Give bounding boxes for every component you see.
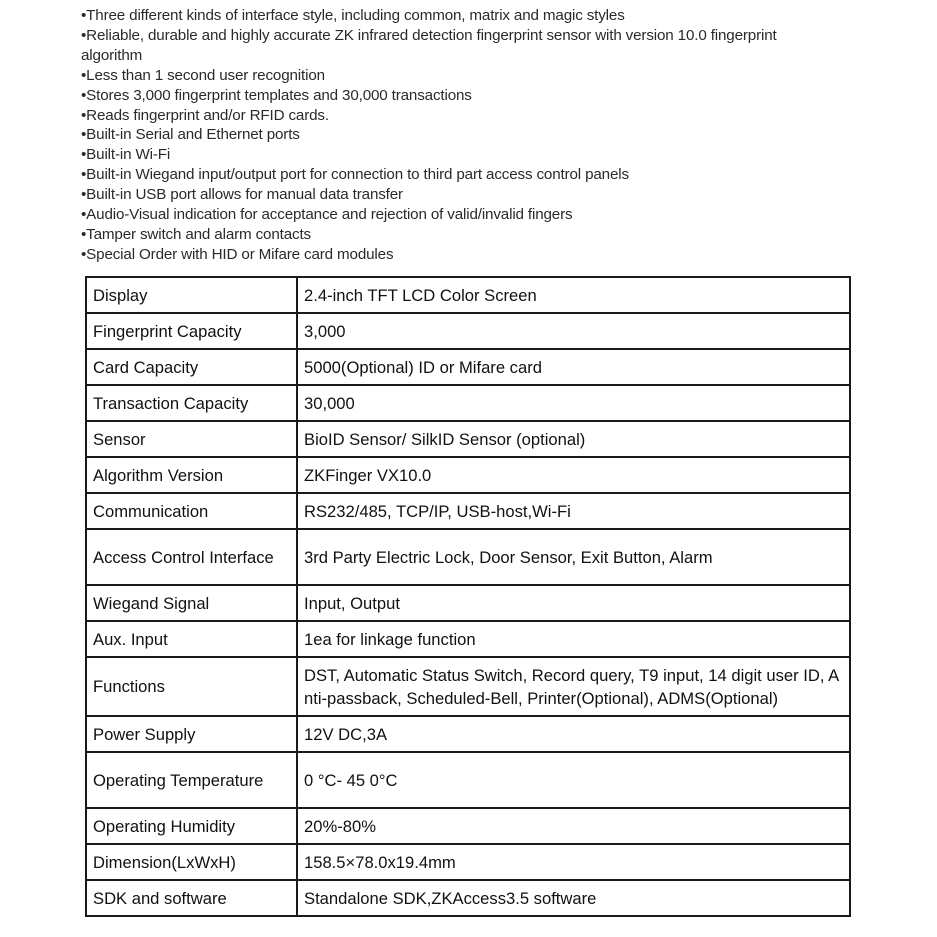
spec-label: Functions — [86, 657, 297, 716]
spec-label: Access Control Interface — [86, 529, 297, 585]
spec-value: 5000(Optional) ID or Mifare card — [297, 349, 850, 385]
table-row — [86, 277, 850, 313]
feature-list — [81, 6, 801, 265]
table-row — [86, 529, 850, 585]
table-row — [86, 844, 850, 880]
spec-label: Wiegand Signal — [86, 585, 297, 621]
spec-value: 1ea for linkage function — [297, 621, 850, 657]
spec-value: 3,000 — [297, 313, 850, 349]
table-row — [86, 621, 850, 657]
table-row — [86, 493, 850, 529]
feature-item: •Audio-Visual indication for acceptance and rejection of valid/invalid fingers — [81, 206, 573, 224]
feature-item: •Built-in USB port allows for manual data transfer — [81, 186, 403, 204]
spec-label: Transaction Capacity — [86, 385, 297, 421]
feature-item: •Stores 3,000 fingerprint templates and 30,000 transactions — [81, 86, 472, 104]
feature-item: •Built-in Wi-Fi — [81, 146, 171, 164]
feature-item: •Three different kinds of interface style, including common, matrix and magic styles — [81, 7, 625, 24]
feature-item: •Reliable, durable and highly accurate ZK infrared detection fingerprint sensor with version 10.0 fingerprint algorithm — [81, 26, 777, 64]
table-row — [86, 657, 850, 716]
spec-label: Card Capacity — [86, 349, 297, 385]
feature-item: •Built-in Serial and Ethernet ports — [81, 126, 300, 144]
spec-value: 30,000 — [297, 385, 850, 421]
spec-value: 20%-80% — [297, 808, 850, 844]
spec-value: 2.4-inch TFT LCD Color Screen — [297, 277, 850, 313]
spec-label: Algorithm Version — [86, 457, 297, 493]
table-row — [86, 808, 850, 844]
table-row — [86, 752, 850, 808]
table-row — [86, 313, 850, 349]
spec-value: BioID Sensor/ SilkID Sensor (optional) — [297, 421, 850, 457]
table-row — [86, 349, 850, 385]
spec-value: DST, Automatic Status Switch, Record query, T9 input, 14 digit user ID, Anti-passback, Scheduled-Bell, Printer(Optional), ADMS(Optional) — [297, 657, 850, 716]
spec-value: 12V DC,3A — [297, 716, 850, 752]
feature-item: •Built-in Wiegand input/output port for connection to third part access control panels — [81, 166, 629, 184]
table-row — [86, 385, 850, 421]
spec-value: 0 °C- 45 0°C — [297, 752, 850, 808]
spec-value: Standalone SDK,ZKAccess3.5 software — [297, 880, 850, 916]
spec-value: 158.5×78.0x19.4mm — [297, 844, 850, 880]
spec-label: Sensor — [86, 421, 297, 457]
spec-label: SDK and software — [86, 880, 297, 916]
spec-value: RS232/485, TCP/IP, USB-host,Wi-Fi — [297, 493, 850, 529]
spec-label: Dimension(LxWxH) — [86, 844, 297, 880]
table-row — [86, 457, 850, 493]
feature-item: •Tamper switch and alarm contacts — [81, 225, 311, 243]
spec-value: 3rd Party Electric Lock, Door Sensor, Exit Button, Alarm — [297, 529, 850, 585]
spec-label: Display — [86, 277, 297, 313]
spec-label: Communication — [86, 493, 297, 529]
spec-value: ZKFinger VX10.0 — [297, 457, 850, 493]
spec-table — [85, 276, 851, 917]
feature-item: •Reads fingerprint and/or RFID cards. — [81, 106, 329, 124]
spec-label: Aux. Input — [86, 621, 297, 657]
table-row — [86, 716, 850, 752]
table-row — [86, 421, 850, 457]
spec-label: Fingerprint Capacity — [86, 313, 297, 349]
table-row — [86, 880, 850, 916]
table-row — [86, 585, 850, 621]
spec-value: Input, Output — [297, 585, 850, 621]
spec-label: Operating Humidity — [86, 808, 297, 844]
spec-label: Operating Temperature — [86, 752, 297, 808]
feature-item: •Less than 1 second user recognition — [81, 66, 325, 84]
feature-item: •Special Order with HID or Mifare card modules — [81, 245, 394, 263]
spec-label: Power Supply — [86, 716, 297, 752]
